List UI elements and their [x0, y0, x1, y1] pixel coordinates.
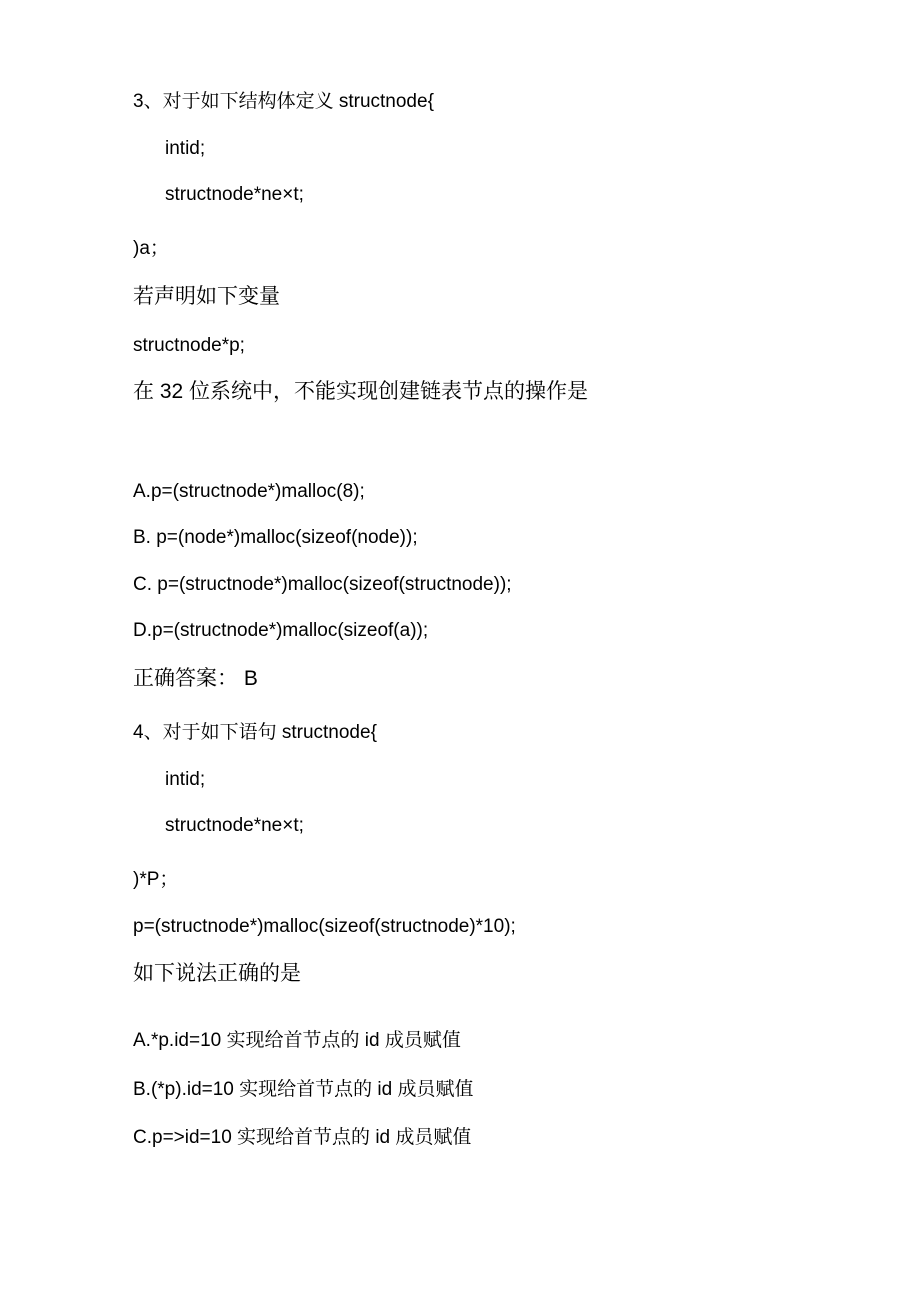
q4-code-line-1: intid;: [165, 769, 206, 790]
q4-prompt-line-2: 如下说法正确的是: [133, 962, 301, 985]
q4-option-c: C.p=>id=10 实现给首节点的 id 成员赋值: [133, 1127, 472, 1148]
q3-answer: 正确答案： B: [133, 667, 258, 690]
q3-option-b: B. p=(node*)malloc(sizeof(node));: [133, 527, 418, 548]
q4-prompt-line-1: p=(structnode*)malloc(sizeof(structnode)*10);: [133, 916, 516, 937]
q3-closing: )a；: [133, 238, 169, 259]
q4-option-b: B.(*p).id=10 实现给首节点的 id 成员赋值: [133, 1079, 474, 1100]
q3-option-c: C. p=(structnode*)malloc(sizeof(structnode));: [133, 574, 512, 595]
q4-option-a: A.*p.id=10 实现给首节点的 id 成员赋值: [133, 1030, 461, 1051]
q3-prompt-line-1: 若声明如下变量: [133, 285, 280, 308]
q4-code-line-2: structnode*ne×t;: [165, 815, 304, 836]
q3-prompt-line-2: structnode*p;: [133, 335, 245, 356]
q3-code-line-1: intid;: [165, 138, 206, 159]
q3-heading: 3、对于如下结构体定义 structnode{: [133, 91, 434, 112]
q3-code-line-2: structnode*ne×t;: [165, 184, 304, 205]
q3-option-d: D.p=(structnode*)malloc(sizeof(a));: [133, 620, 429, 641]
q3-option-a: A.p=(structnode*)malloc(8);: [133, 481, 365, 502]
q3-prompt-line-3: 在 32 位系统中，不能实现创建链表节点的操作是: [133, 380, 589, 403]
q4-closing: )*P；: [133, 869, 179, 890]
q4-heading: 4、对于如下语句 structnode{: [133, 722, 377, 743]
